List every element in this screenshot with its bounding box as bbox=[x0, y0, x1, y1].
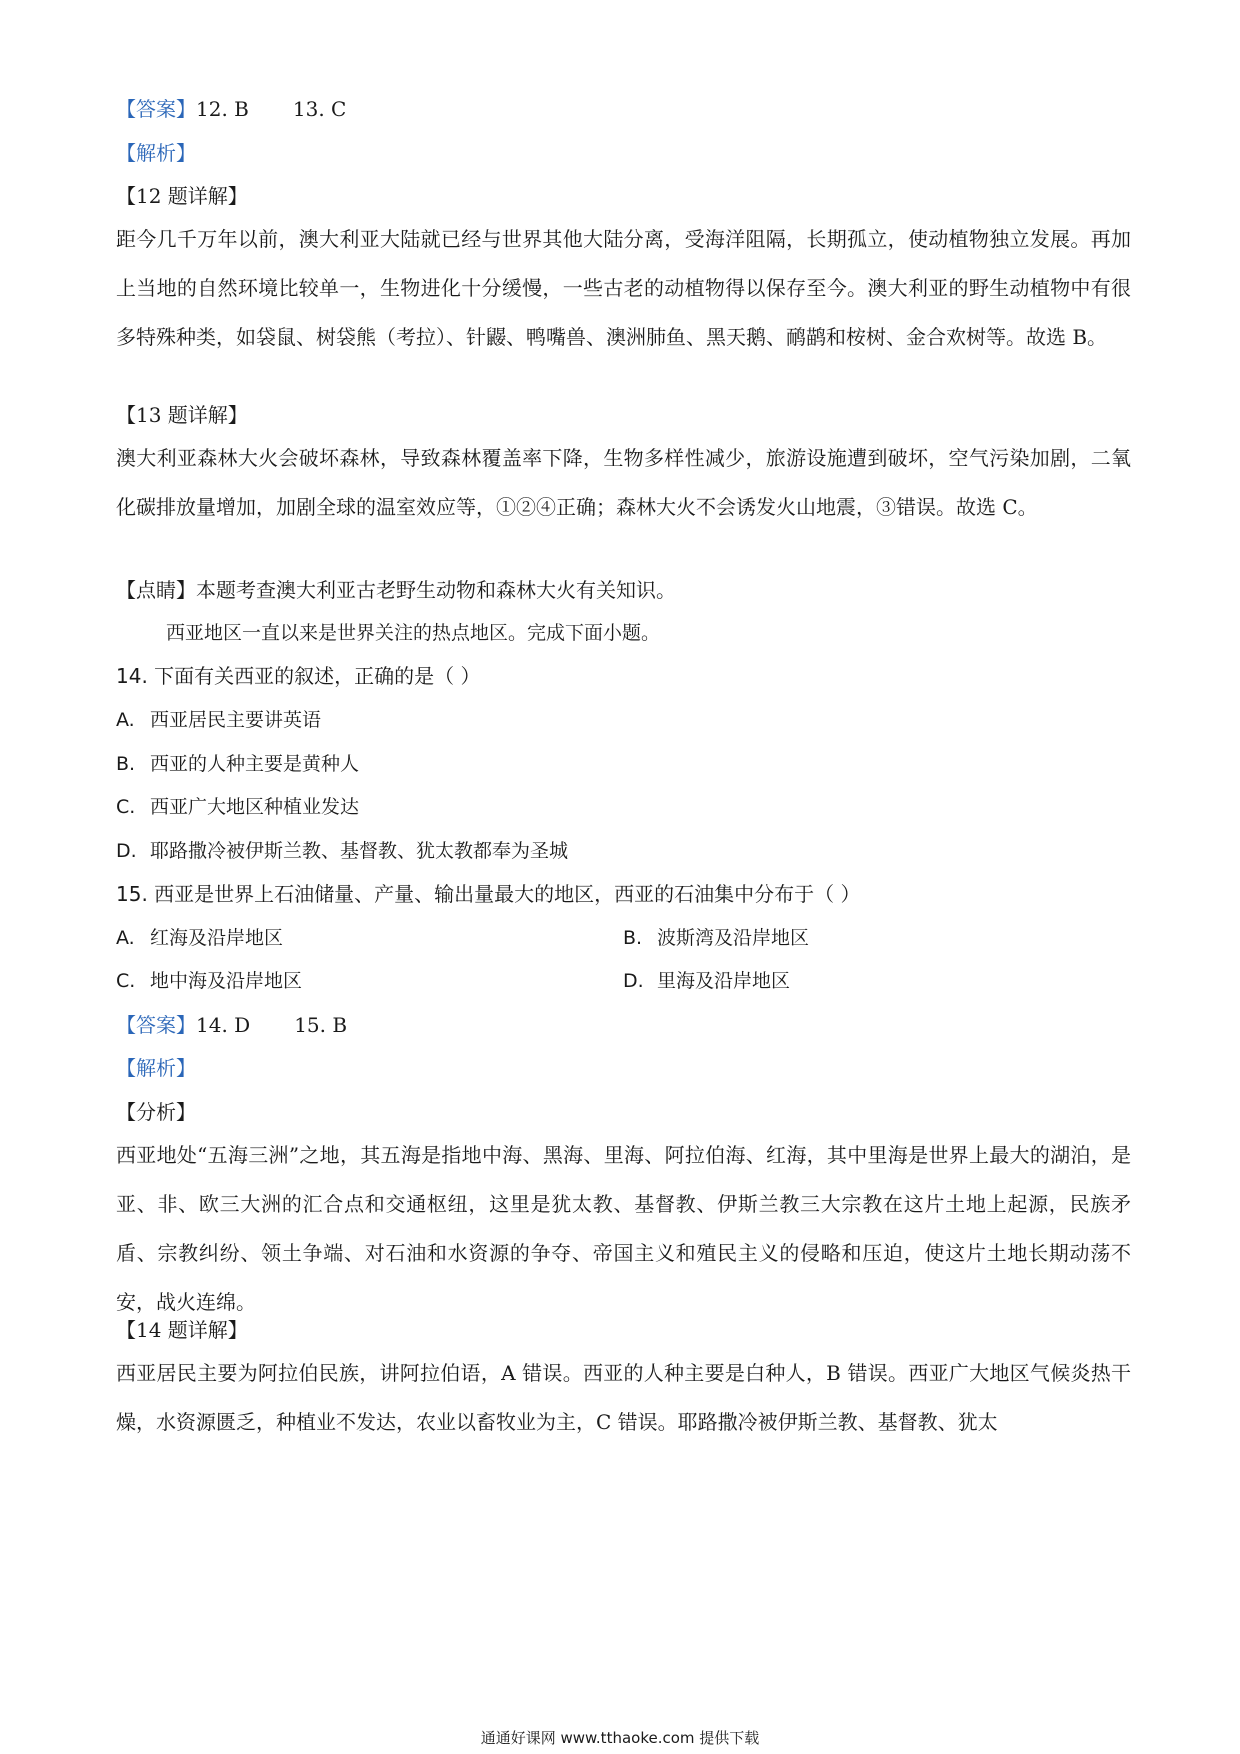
analysis-text: 西亚地处“五海三洲”之地，其五海是指地中海、黑海、里海、阿拉伯海、红海，其中里海是世界上最大的湖泊，是亚、非、欧三大洲的汇合点和交通枢纽，这里是犹太教、基督教、伊斯兰教三大宗教在这片土地上起源，民族矛盾、宗教纠纷、领土争端、对石油和水资源的争夺、帝国主义和殖民主义的侵略和压迫，使这片土地长期动荡不安，战火连绵。 bbox=[116, 1143, 1131, 1314]
answer-15: 15. B bbox=[294, 1013, 348, 1037]
analysis-heading: 【分析】 bbox=[116, 1100, 196, 1124]
q13-detail-text: 澳大利亚森林大火会破坏森林，导致森林覆盖率下降，生物多样性减少，旅游设施遭到破坏，空气污染加剧，二氧化碳排放量增加，加剧全球的温室效应等，①②④正确；森林大火不会诱发火山地震，③错误。故选 C。 bbox=[116, 446, 1131, 519]
q12-detail-text: 距今几千万年以前，澳大利亚大陆就已经与世界其他大陆分离，受海洋阻隔，长期孤立，使动植物独立发展。再加上当地的自然环境比较单一，生物进化十分缓慢，一些古老的动植物得以保存至今。澳大利亚的野生动植物中有很多特殊种类，如袋鼠、树袋熊（考拉）、针鼹、鸭嘴兽、澳洲肺鱼、黑天鹅、鸸鹋和桉树、金合欢树等。故选 B。 bbox=[116, 227, 1131, 349]
q12-detail-heading: 【12 题详解】 bbox=[116, 184, 248, 208]
q14-option-b: B. 西亚的人种主要是黄种人 bbox=[116, 753, 360, 775]
answer-tag: 【答案】 bbox=[116, 97, 196, 121]
q13-detail-heading: 【13 题详解】 bbox=[116, 403, 248, 427]
q14-option-a: A. 西亚居民主要讲英语 bbox=[116, 709, 322, 731]
q15-option-b: B. 波斯湾及沿岸地区 bbox=[623, 927, 810, 949]
question-15-stem: 15. 西亚是世界上石油储量、产量、输出量最大的地区，西亚的石油集中分布于（ ） bbox=[116, 882, 861, 906]
answer-13: 13. C bbox=[292, 97, 347, 121]
answer-tag: 【答案】 bbox=[116, 1013, 196, 1037]
analysis-tag-2: 【解析】 bbox=[116, 1056, 196, 1080]
answer-line-14-15 bbox=[116, 1011, 347, 1039]
q14-option-c: C. 西亚广大地区种植业发达 bbox=[116, 796, 360, 818]
analysis-tag-1: 【解析】 bbox=[116, 141, 196, 165]
answer-14: 14. D bbox=[196, 1013, 251, 1037]
q15-option-c: C. 地中海及沿岸地区 bbox=[116, 970, 303, 992]
page-footer: 通通好课网 www.tthaoke.com 提供下载 bbox=[480, 1729, 760, 1747]
answer-12: 12. B bbox=[196, 97, 249, 121]
q15-option-d: D. 里海及沿岸地区 bbox=[623, 970, 791, 992]
question-group-intro: 西亚地区一直以来是世界关注的热点地区。完成下面小题。 bbox=[166, 622, 661, 644]
question-14-stem: 14. 下面有关西亚的叙述，正确的是（ ） bbox=[116, 664, 481, 688]
q14-option-d: D. 耶路撒冷被伊斯兰教、基督教、犹太教都奉为圣城 bbox=[116, 840, 569, 862]
q14-detail-heading: 【14 题详解】 bbox=[116, 1318, 248, 1342]
q15-option-a: A. 红海及沿岸地区 bbox=[116, 927, 284, 949]
tip-note: 【点睛】本题考查澳大利亚古老野生动物和森林大火有关知识。 bbox=[116, 578, 676, 602]
answer-line-12-13 bbox=[116, 95, 346, 123]
q14-detail-text: 西亚居民主要为阿拉伯民族，讲阿拉伯语，A 错误。西亚的人种主要是白种人，B 错误。西亚广大地区气候炎热干燥，水资源匮乏，种植业不发达，农业以畜牧业为主，C 错误。耶路撒冷被伊斯兰教、基督教、犹太 bbox=[116, 1361, 1131, 1434]
